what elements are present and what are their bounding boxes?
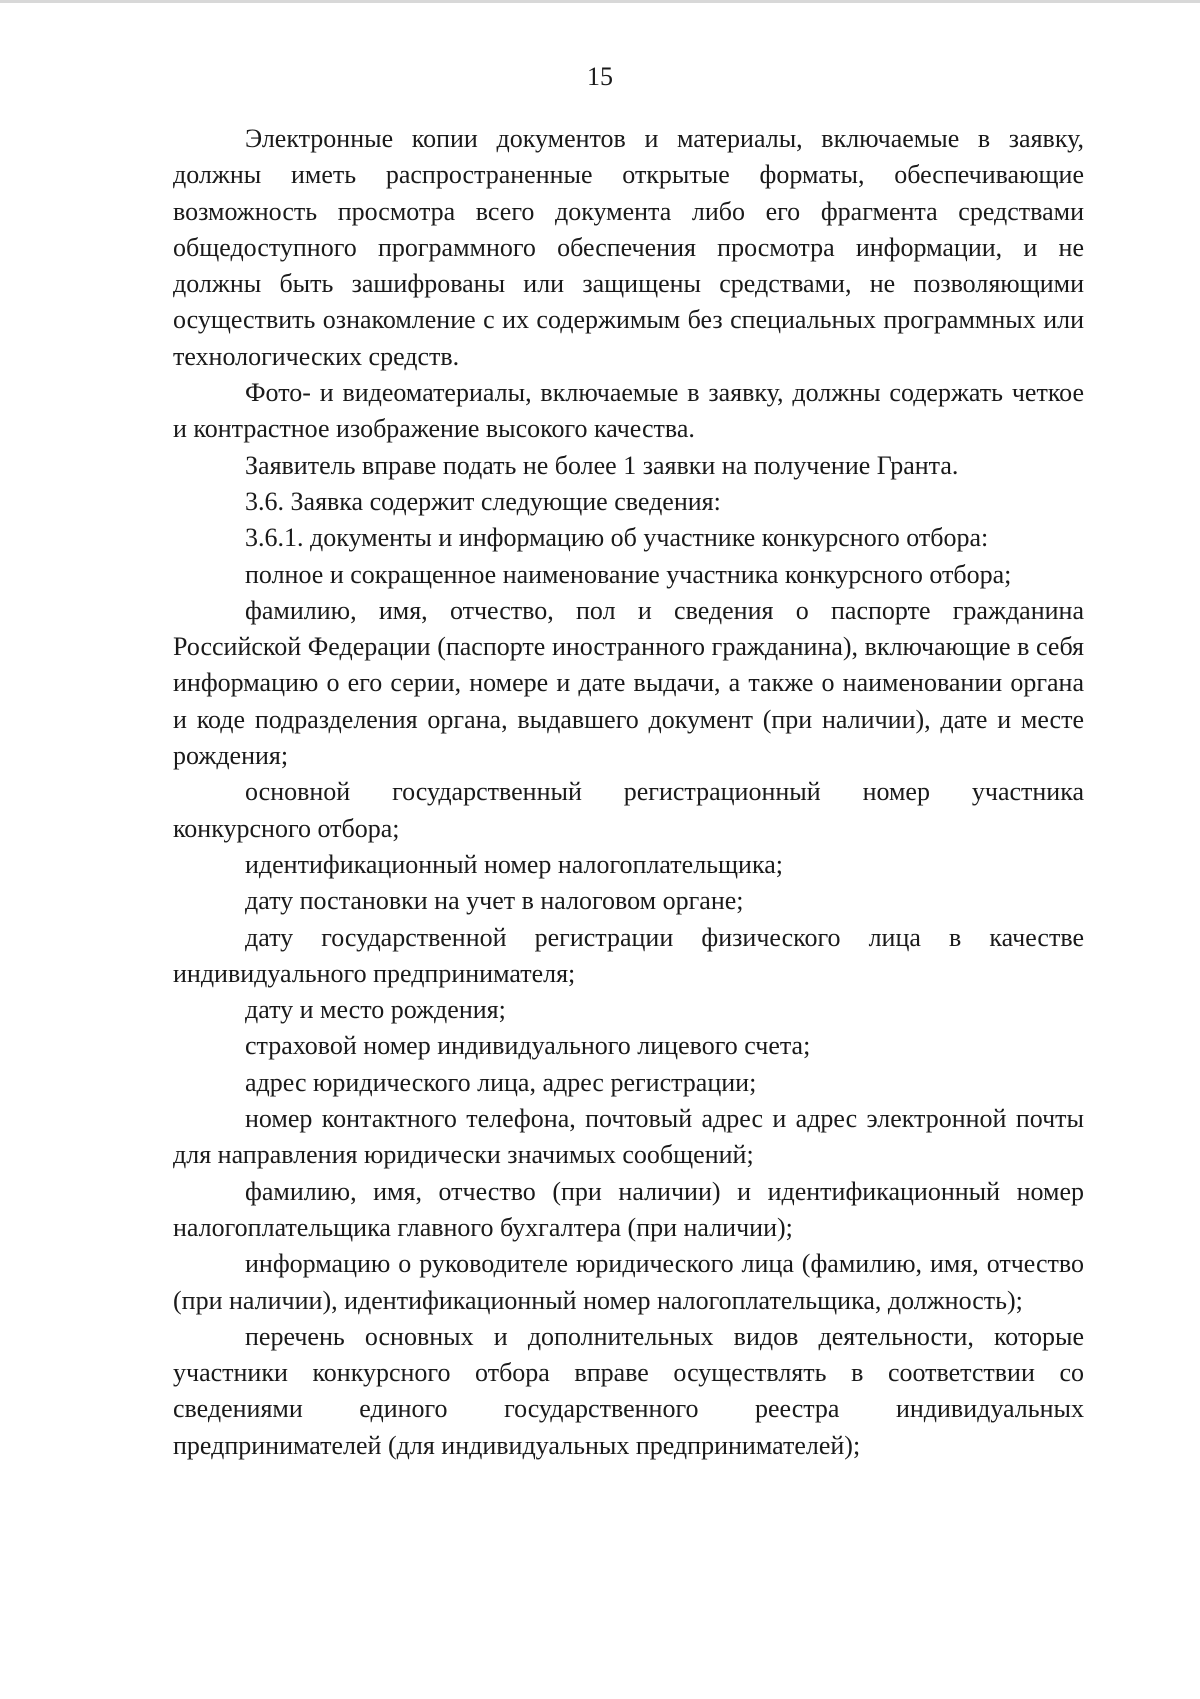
scan-top-edge bbox=[0, 0, 1200, 3]
paragraph-photo-video: Фото- и видеоматериалы, включаемые в заявку, должны содержать четкое и контрастное изображение высокого качества. bbox=[173, 378, 1084, 444]
paragraph-activities-list: перечень основных и дополнительных видов деятельности, которые участники конкурсного отбора вправе осуществлять в соответствии со сведениями единого государственного реестра индивидуальных предпринимателей (для индивидуальных предпринимателей); bbox=[173, 1321, 1084, 1460]
paragraph-applicant-limit: Заявитель вправе подать не более 1 заявки на получение Гранта. bbox=[245, 450, 959, 480]
paragraph-ip-registration-date: дату государственной регистрации физического лица в качестве индивидуального предпринимателя; bbox=[173, 922, 1084, 988]
paragraph-contacts: номер контактного телефона, почтовый адрес и адрес электронной почты для направления юридически значимых сообщений; bbox=[173, 1104, 1084, 1170]
paragraph-birth-date-place: дату и место рождения; bbox=[245, 995, 506, 1025]
page-number: 15 bbox=[587, 62, 613, 91]
paragraph-head-of-entity: информацию о руководителе юридического лица (фамилию, имя, отчество (при наличии), идентификационный номер налогоплательщика, должность); bbox=[173, 1249, 1084, 1315]
paragraph-ogrn: основной государственный регистрационный номер участника конкурсного отбора; bbox=[173, 777, 1084, 843]
document-body bbox=[173, 121, 1084, 1464]
paragraph-snils: страховой номер индивидуального лицевого счета; bbox=[245, 1031, 811, 1061]
paragraph-section-3-6-1: 3.6.1. документы и информацию об участнике конкурсного отбора: bbox=[245, 523, 989, 553]
paragraph-electronic-copies: Электронные копии документов и материалы, включаемые в заявку, должны иметь распространенные открытые форматы, обеспечивающие возможность просмотра всего документа либо его фрагмента средствами общедоступного программного обеспечения просмотра информации, и не должны быть зашифрованы или защищены средствами, не позволяющими осуществить ознакомление с их содержимым без специальных программных или технологических средств. bbox=[173, 124, 1084, 371]
paragraph-inn: идентификационный номер налогоплательщика; bbox=[245, 849, 783, 879]
paragraph-legal-address: адрес юридического лица, адрес регистрации; bbox=[245, 1067, 757, 1097]
paragraph-section-3-6: 3.6. Заявка содержит следующие сведения: bbox=[245, 486, 721, 516]
paragraph-passport-info: фамилию, имя, отчество, пол и сведения о паспорте гражданина Российской Федерации (паспорте иностранного гражданина), включающие в себя информацию о его серии, номере и дате выдачи, а также о наименовании органа и коде подразделения органа, выдавшего документ (при наличии), дате и месте рождения; bbox=[173, 595, 1084, 771]
paragraph-full-short-name: полное и сокращенное наименование участника конкурсного отбора; bbox=[245, 559, 1012, 589]
paragraph-tax-registration-date: дату постановки на учет в налоговом органе; bbox=[245, 886, 744, 916]
paragraph-chief-accountant: фамилию, имя, отчество (при наличии) и идентификационный номер налогоплательщика главного бухгалтера (при наличии); bbox=[173, 1176, 1084, 1242]
